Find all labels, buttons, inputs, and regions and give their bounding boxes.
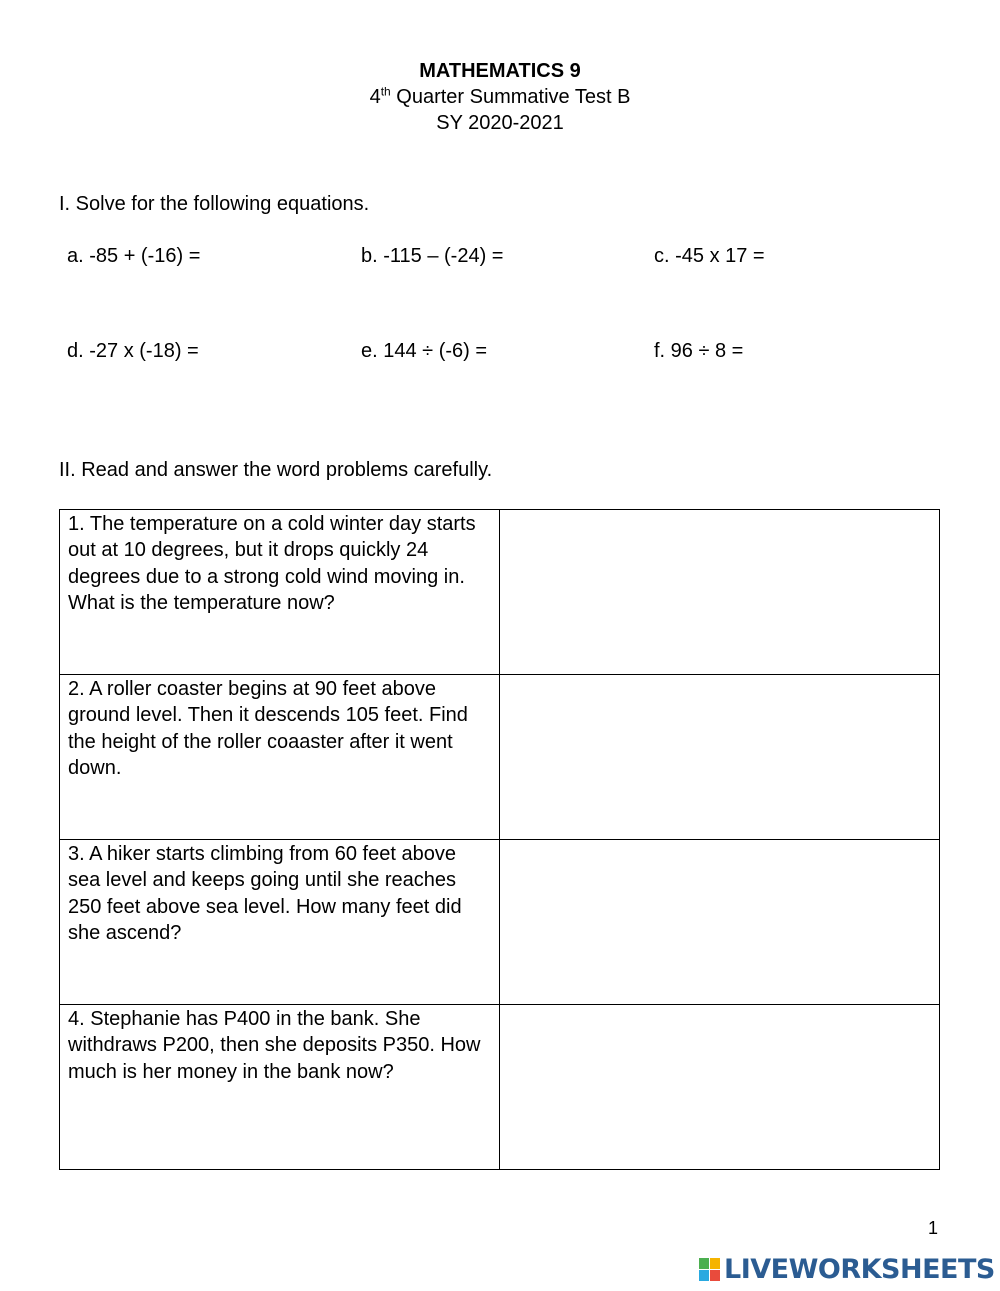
problem-1-text: 1. The temperature on a cold winter day starts out at 10 degrees, but it drops quickly 24 degrees due to a strong cold wind moving in. What is the temperature now?	[68, 513, 476, 614]
test-title-rest: Quarter Summative Test B	[390, 86, 631, 108]
quarter-suffix: th	[380, 84, 391, 99]
table-row	[60, 1005, 940, 1170]
answer-box-3[interactable]	[500, 840, 940, 1005]
problem-2-text: 2. A roller coaster begins at 90 feet above ground level. Then it descends 105 feet. Find the height of the roller coaaster after it went down.	[68, 678, 468, 779]
answer-box-2[interactable]	[500, 675, 940, 840]
problem-cell	[60, 840, 500, 1005]
document-header	[0, 58, 1000, 136]
equation-e: e. 144 ÷ (-6) =	[361, 340, 488, 362]
test-name	[0, 84, 1000, 110]
section-1-heading: I. Solve for the following equations.	[59, 193, 370, 215]
table-row	[60, 675, 940, 840]
equation-c: c. -45 x 17 =	[654, 245, 765, 267]
liveworksheets-logo[interactable]	[699, 1256, 995, 1284]
document-title: MATHEMATICS 9	[419, 60, 581, 82]
word-problems-table	[59, 509, 940, 1170]
problem-cell	[60, 1005, 500, 1170]
quarter-number: 4	[369, 86, 381, 108]
answer-box-4[interactable]	[500, 1005, 940, 1170]
answer-box-1[interactable]	[500, 510, 940, 675]
problem-3-text: 3. A hiker starts climbing from 60 feet above sea level and keeps going until she reaches 250 feet above sea level. How many feet did she ascend?	[68, 843, 462, 944]
equation-b: b. -115 – (-24) =	[361, 245, 504, 267]
logo-blocks-icon	[699, 1258, 721, 1282]
page-number: 1	[928, 1218, 939, 1238]
equation-a: a. -85 + (-16) =	[67, 245, 201, 267]
equation-d: d. -27 x (-18) =	[67, 340, 199, 362]
problem-cell	[60, 510, 500, 675]
equation-f: f. 96 ÷ 8 =	[654, 340, 744, 362]
table-row	[60, 840, 940, 1005]
problem-4-text: 4. Stephanie has P400 in the bank. She withdraws P200, then she deposits P350. How much is her money in the bank now?	[68, 1008, 481, 1083]
school-year: SY 2020-2021	[436, 112, 564, 134]
table-row	[60, 510, 940, 675]
section-2-heading: II. Read and answer the word problems carefully.	[59, 459, 493, 481]
logo-wordmark: LIVEWORKSHEETS	[724, 1254, 995, 1285]
problem-cell	[60, 675, 500, 840]
